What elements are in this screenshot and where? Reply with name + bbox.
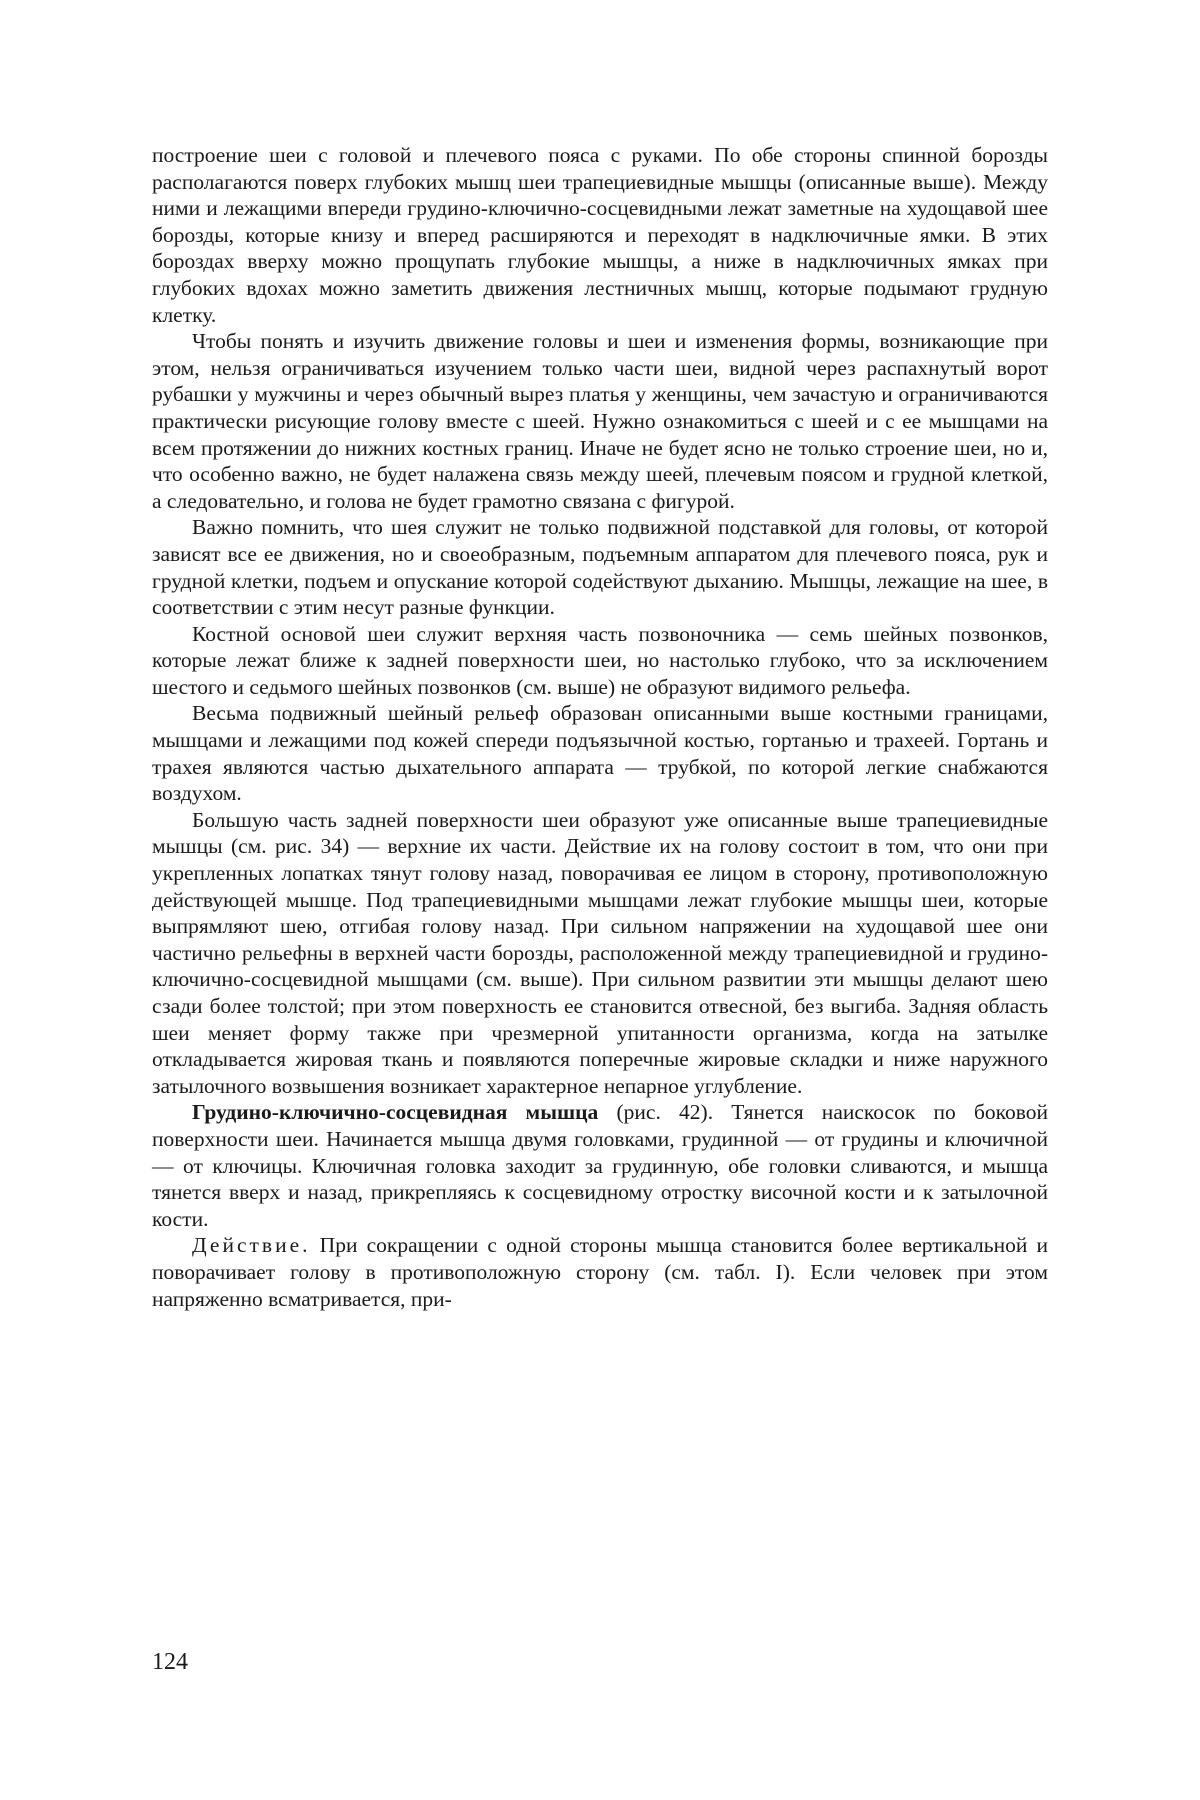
paragraph-8 <box>152 1232 1048 1312</box>
paragraph-5: Весьма подвижный шейный рельеф образован описанными выше костными границами, мышцами и лежащими под кожей спереди подъязычной костью, гортанью и трахеей. Гортань и трахея являются частью дыхательного аппарата — трубкой, по которой легкие снабжаются воздухом. <box>152 701 1048 806</box>
paragraph-2: Чтобы понять и изучить движение головы и шеи и изменения формы, возникающие при этом, нельзя ограничиваться изучением только части шеи, видной через распахнутый ворот рубашки у мужчины и через обычный вырез платья у женщины, чем зачастую и ограничиваются практически рисующие голову вместе с шеей. Нужно ознакомиться с шеей и с ее мышцами на всем протяжении до нижних костных границ. Иначе не будет ясно не только строение шеи, но и, что особенно важно, не будет налажена связь между шеей, плечевым поясом и грудной клеткой, а следовательно, и голова не будет грамотно связана с фигурой. <box>152 329 1048 513</box>
paragraph-1: построение шеи с головой и плечевого пояса с руками. По обе стороны спинной борозды располагаются поверх глубоких мышц шеи трапециевидные мышцы (описанные выше). Между ними и лежащими впереди грудино-ключично-сосцевидными лежат заметные на худощавой шее борозды, которые книзу и вперед расширяются и переходят в надключичные ямки. В этих бороздах вверху можно прощупать глубокие мышцы, а ниже в надключичных ямках при глубоких вдохах можно заметить движения лестничных мышц, которые подымают грудную клетку. <box>152 143 1048 327</box>
paragraph-8-body: При сокращении с одной стороны мышца становится более вертикальной и поворачивает голову в противоположную сторону (см. табл. I). Если человек при этом напряженно всматривается, при- <box>152 1233 1048 1311</box>
page-number: 124 <box>152 1649 188 1675</box>
paragraph-7 <box>152 1099 1048 1232</box>
muscle-term: Грудино-ключично-сосцевидная мышца <box>192 1100 599 1125</box>
paragraph-7-body: (рис. 42). Тянется наискосок по боковой поверхности шеи. Начинается мышца двумя головками, грудинной — от грудины и ключичной — от ключицы. Ключичная головка заходит за грудинную, обе головки сливаются, и мышца тянется вверх и назад, прикрепляясь к сосцевидному отростку височной кости и к затылочной кости. <box>152 1100 1048 1231</box>
paragraph-3: Важно помнить, что шея служит не только подвижной подставкой для головы, от которой зависят все ее движения, но и своеобразным, подъемным аппаратом для плечевого пояса, рук и грудной клетки, подъем и опускание которой содействуют дыханию. Мышцы, лежащие на шее, в соответствии с этим несут разные функции. <box>152 515 1048 620</box>
paragraph-4: Костной основой шеи служит верхняя часть позвоночника — семь шейных позвонков, которые лежат ближе к задней поверхности шеи, но настолько глубоко, что за исключением шестого и седьмого шейных позвонков (см. выше) не образуют видимого рельефа. <box>152 621 1048 699</box>
paragraph-6: Большую часть задней поверхности шеи образуют уже описанные выше трапециевидные мышцы (см. рис. 34) — верхние их части. Действие их на голову состоит в том, что они при укрепленных лопатках тянут голову назад, поворачивая ее лицом в сторону, противоположную действующей мышце. Под трапециевидными мышцами лежат глубокие мышцы шеи, которые выпрямляют шею, отгибая голову назад. При сильном напряжении на худощавой шее они частично рельефны в верхней части борозды, расположенной между трапециевидной и грудино-ключично-сосцевидной мышцами (см. выше). При сильном развитии эти мышцы делают шею сзади более толстой; при этом поверхность ее становится отвесной, без выгиба. Задняя область шеи меняет форму также при чрезмерной упитанности организма, когда на затылке откладывается жировая ткань и появляются поперечные жировые складки и ниже наружного затылочного возвышения возникает характерное непарное углубление. <box>152 807 1048 1098</box>
action-term: Действие. <box>192 1233 311 1258</box>
page-text <box>152 142 1048 1312</box>
